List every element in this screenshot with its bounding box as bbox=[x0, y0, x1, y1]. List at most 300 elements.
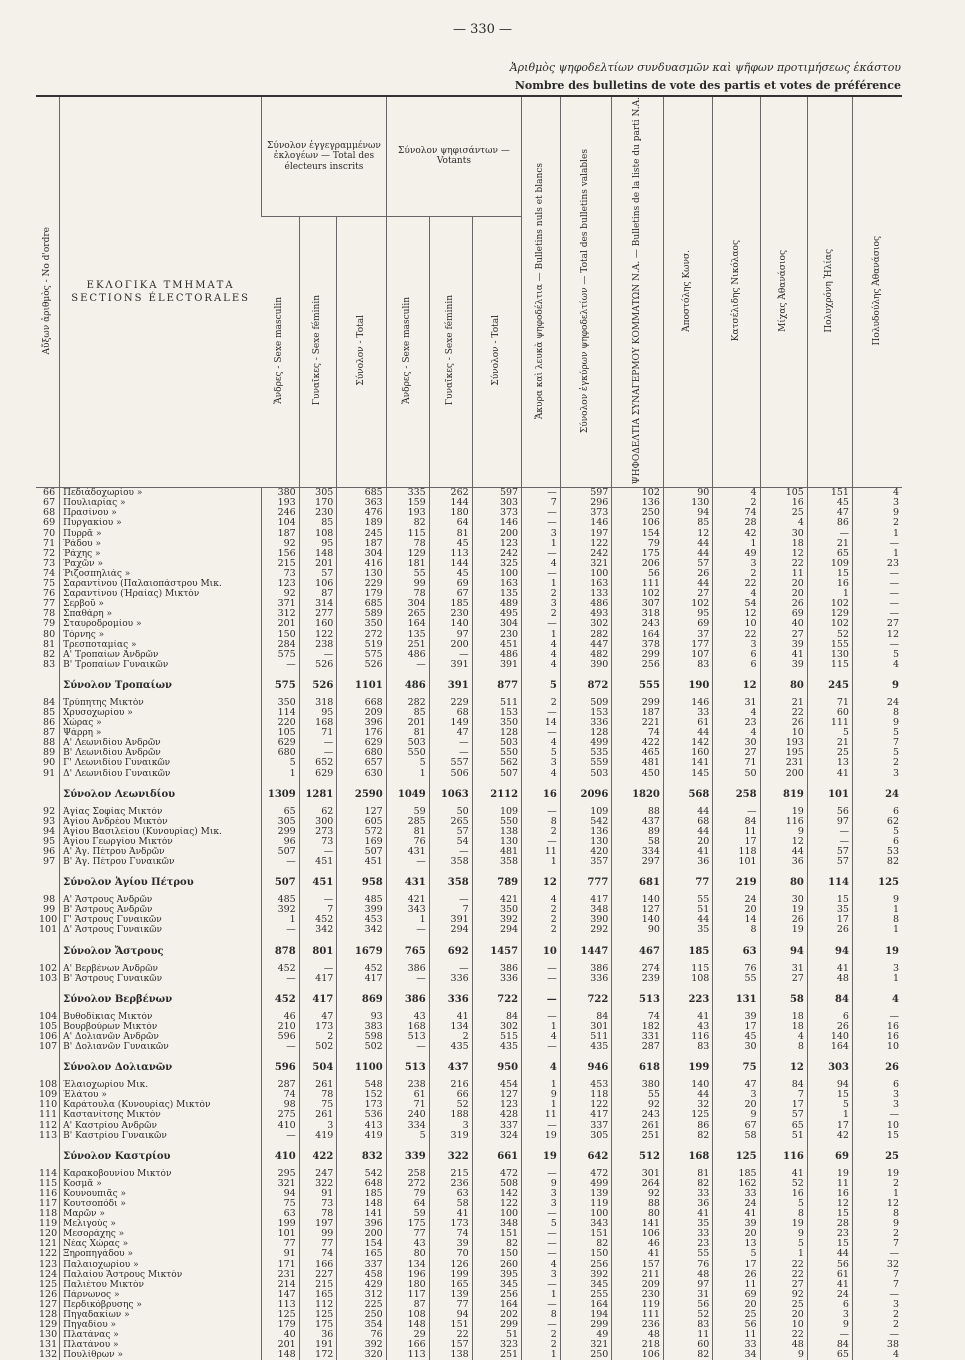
value-cell: — bbox=[522, 1012, 561, 1022]
value-cell: 422 bbox=[299, 1145, 337, 1169]
value-cell: 41 bbox=[807, 769, 852, 779]
value-cell: — bbox=[852, 589, 902, 599]
value-cell: 71 bbox=[807, 698, 852, 708]
value-cell: 416 bbox=[337, 559, 386, 569]
value-cell: 195 bbox=[760, 748, 807, 758]
value-cell: 507 bbox=[262, 871, 300, 895]
value-cell: 3 bbox=[852, 769, 902, 779]
value-cell: 200 bbox=[760, 769, 807, 779]
value-cell: 1 bbox=[522, 857, 561, 867]
value-cell: 2 bbox=[852, 1179, 902, 1189]
value-cell: — bbox=[522, 1249, 561, 1259]
value-cell: 173 bbox=[337, 1100, 386, 1110]
section-name: Γ' Ἄστρους Γυναικῶν bbox=[60, 915, 262, 925]
row-number: 131 bbox=[39, 1340, 58, 1351]
value-cell: 4 bbox=[522, 1260, 561, 1270]
value-cell: 417 bbox=[337, 974, 386, 984]
value-cell: 122 bbox=[560, 1100, 612, 1110]
row-number: 97 bbox=[43, 857, 56, 868]
value-cell: 342 bbox=[337, 925, 386, 935]
value-cell: 51 bbox=[472, 1330, 521, 1340]
value-cell: 81 bbox=[429, 529, 472, 539]
value-cell: 187 bbox=[337, 539, 386, 549]
value-cell: 12 bbox=[760, 837, 807, 847]
value-cell: 1 bbox=[852, 905, 902, 915]
section-name: Β' Ἄστρους Γυναικῶν bbox=[60, 974, 262, 984]
row-number: 67 bbox=[43, 498, 56, 509]
table-row bbox=[36, 640, 902, 650]
value-cell: 597 bbox=[560, 488, 612, 499]
value-cell: 163 bbox=[472, 579, 521, 589]
value-cell: 4 bbox=[522, 650, 561, 660]
value-cell: — bbox=[386, 660, 429, 670]
section-name: Βουρβούρων Μικτὸν bbox=[60, 1022, 262, 1032]
table-row bbox=[36, 895, 902, 905]
value-cell: 335 bbox=[386, 488, 429, 499]
section-name: Β' Καστρίου Γυναικῶν bbox=[60, 1131, 262, 1141]
value-cell: 138 bbox=[472, 827, 521, 837]
value-cell: 1100 bbox=[337, 1056, 386, 1080]
value-cell: 63 bbox=[713, 940, 760, 964]
value-cell: 76 bbox=[663, 1260, 712, 1270]
value-cell: 225 bbox=[337, 1300, 386, 1310]
value-cell: — bbox=[522, 1229, 561, 1239]
value-cell: 49 bbox=[560, 1330, 612, 1340]
value-cell: 486 bbox=[560, 599, 612, 609]
value-cell: 535 bbox=[560, 748, 612, 758]
value-cell: 502 bbox=[299, 1042, 337, 1052]
value-cell: 105 bbox=[262, 728, 300, 738]
value-cell: 35 bbox=[807, 905, 852, 915]
value-cell: 5 bbox=[852, 728, 902, 738]
value-cell: 568 bbox=[663, 783, 712, 807]
value-cell: — bbox=[262, 1042, 300, 1052]
value-cell: 193 bbox=[386, 508, 429, 518]
value-cell: 509 bbox=[560, 698, 612, 708]
value-cell: 157 bbox=[612, 1260, 664, 1270]
candidate-3-header: Μίχας Ἀθανάσιος bbox=[760, 96, 807, 488]
value-cell: 472 bbox=[560, 1169, 612, 1179]
value-cell: 44 bbox=[760, 847, 807, 857]
value-cell: 5 bbox=[852, 827, 902, 837]
value-cell: 240 bbox=[386, 1110, 429, 1120]
value-cell: — bbox=[522, 728, 561, 738]
value-cell: 304 bbox=[337, 549, 386, 559]
value-cell: 76 bbox=[713, 964, 760, 974]
value-cell: 300 bbox=[299, 817, 337, 827]
value-cell: 275 bbox=[262, 1110, 300, 1120]
value-cell: 265 bbox=[386, 609, 429, 619]
value-cell: 9 bbox=[852, 718, 902, 728]
value-cell: 20 bbox=[713, 1229, 760, 1239]
value-cell: 386 bbox=[386, 964, 429, 974]
value-cell: 25 bbox=[807, 748, 852, 758]
row-number: 110 bbox=[39, 1100, 58, 1111]
value-cell: 465 bbox=[612, 748, 664, 758]
value-cell: 12 bbox=[852, 1199, 902, 1209]
value-cell: 5 bbox=[852, 650, 902, 660]
value-cell: 44 bbox=[807, 1249, 852, 1259]
value-cell: 345 bbox=[560, 1280, 612, 1290]
value-cell: 2 bbox=[852, 1310, 902, 1320]
value-cell: 14 bbox=[522, 718, 561, 728]
value-cell: 156 bbox=[262, 549, 300, 559]
value-cell: 9 bbox=[852, 674, 902, 698]
value-cell: 51 bbox=[760, 1131, 807, 1141]
value-cell: 312 bbox=[337, 1290, 386, 1300]
value-cell: 138 bbox=[429, 1350, 472, 1360]
value-cell: 303 bbox=[807, 1056, 852, 1080]
section-name: Τρεσποταμίας » bbox=[60, 640, 262, 650]
value-cell: 458 bbox=[337, 1270, 386, 1280]
value-cell: 16 bbox=[760, 1189, 807, 1199]
value-cell: 108 bbox=[299, 529, 337, 539]
value-cell: — bbox=[522, 1300, 561, 1310]
row-number: 71 bbox=[43, 538, 56, 549]
value-cell: 22 bbox=[760, 559, 807, 569]
section-name: Α' Ἁγ. Πέτρου Ἀνδρῶν bbox=[60, 847, 262, 857]
table-row bbox=[36, 925, 902, 935]
value-cell: 17 bbox=[713, 837, 760, 847]
value-cell: 125 bbox=[852, 871, 902, 895]
value-cell: 536 bbox=[337, 1110, 386, 1120]
value-cell: 4 bbox=[760, 518, 807, 528]
value-cell: 115 bbox=[663, 964, 712, 974]
value-cell: — bbox=[807, 827, 852, 837]
party-header: ΨΗΦΟΔΕΛΤΙΑ ΣΥΝΑΓΕΡΜΟΥ ΚΟΜΜΑΤΩΝ Ν.Α. — Bulletins de la liste du parti N.A. bbox=[612, 96, 664, 488]
value-cell: 83 bbox=[663, 660, 712, 670]
value-cell: 12 bbox=[807, 1199, 852, 1209]
value-cell: 597 bbox=[472, 488, 521, 499]
value-cell: 13 bbox=[713, 1239, 760, 1249]
value-cell: 123 bbox=[472, 1100, 521, 1110]
row-number bbox=[36, 871, 60, 895]
value-cell: 111 bbox=[612, 579, 664, 589]
value-cell: 371 bbox=[262, 599, 300, 609]
value-cell: 511 bbox=[472, 698, 521, 708]
table-row bbox=[36, 1080, 902, 1090]
value-cell: — bbox=[522, 988, 561, 1012]
value-cell: 7 bbox=[299, 905, 337, 915]
value-cell: 476 bbox=[337, 508, 386, 518]
value-cell: 91 bbox=[262, 1249, 300, 1259]
value-cell: 321 bbox=[560, 559, 612, 569]
value-cell: 61 bbox=[663, 718, 712, 728]
value-cell: 322 bbox=[429, 1145, 472, 1169]
section-name: Σερβοῦ » bbox=[60, 599, 262, 609]
value-cell: 15 bbox=[807, 1209, 852, 1219]
value-cell: 57 bbox=[760, 1110, 807, 1120]
value-cell: 251 bbox=[612, 1131, 664, 1141]
value-cell: 67 bbox=[713, 1121, 760, 1131]
value-cell: 92 bbox=[262, 589, 300, 599]
row-number: 95 bbox=[43, 836, 56, 847]
section-name: Β' Ἄστρους Ἀνδρῶν bbox=[60, 905, 262, 915]
value-cell: 264 bbox=[612, 1179, 664, 1189]
value-cell: 44 bbox=[663, 579, 712, 589]
value-cell: 176 bbox=[337, 728, 386, 738]
value-cell: 166 bbox=[299, 1260, 337, 1270]
value-cell: 28 bbox=[713, 518, 760, 528]
value-cell: 151 bbox=[472, 1229, 521, 1239]
row-number: 99 bbox=[43, 905, 56, 916]
value-cell: 251 bbox=[386, 640, 429, 650]
section-name: Σύνολον Καστρίου bbox=[60, 1145, 262, 1169]
total-row bbox=[36, 1145, 902, 1169]
value-cell: 215 bbox=[429, 1169, 472, 1179]
value-cell: — bbox=[807, 837, 852, 847]
value-cell: 230 bbox=[429, 609, 472, 619]
value-cell: 20 bbox=[760, 579, 807, 589]
value-cell: 273 bbox=[299, 827, 337, 837]
value-cell: 548 bbox=[337, 1080, 386, 1090]
value-cell: 155 bbox=[807, 640, 852, 650]
value-cell: 231 bbox=[262, 1270, 300, 1280]
value-cell: 6 bbox=[713, 650, 760, 660]
row-number: 113 bbox=[39, 1130, 58, 1141]
value-cell: 277 bbox=[299, 609, 337, 619]
value-cell: 11 bbox=[663, 1330, 712, 1340]
value-cell: 101 bbox=[262, 1229, 300, 1239]
section-name: Πλατάνου » bbox=[60, 1340, 262, 1350]
value-cell: 154 bbox=[612, 529, 664, 539]
row-number: 88 bbox=[43, 738, 56, 749]
value-cell: 292 bbox=[560, 925, 612, 935]
value-cell: 77 bbox=[299, 1239, 337, 1249]
value-cell: 337 bbox=[560, 1121, 612, 1131]
table-row bbox=[36, 1042, 902, 1052]
value-cell: 562 bbox=[472, 758, 521, 768]
value-cell: 122 bbox=[299, 630, 337, 640]
section-name: Σπαθάρη » bbox=[60, 609, 262, 619]
section-name: Ἁγίου Γεωργίου Μικτὸν bbox=[60, 837, 262, 847]
section-name: Ἁγίας Σοφίας Μικτὸν bbox=[60, 807, 262, 817]
value-cell: 319 bbox=[429, 1131, 472, 1141]
value-cell: 55 bbox=[713, 974, 760, 984]
value-cell: — bbox=[429, 895, 472, 905]
value-cell: 84 bbox=[807, 1340, 852, 1350]
value-cell: 596 bbox=[262, 1056, 300, 1080]
value-cell: 219 bbox=[713, 871, 760, 895]
value-cell: 447 bbox=[560, 640, 612, 650]
section-name: Ψάρρη » bbox=[60, 728, 262, 738]
table-row bbox=[36, 1199, 902, 1209]
value-cell: 238 bbox=[299, 640, 337, 650]
value-cell: — bbox=[299, 964, 337, 974]
value-cell: 168 bbox=[299, 718, 337, 728]
value-cell: 302 bbox=[472, 1022, 521, 1032]
row-number: 89 bbox=[43, 748, 56, 759]
value-cell: 261 bbox=[612, 1121, 664, 1131]
value-cell: 82 bbox=[560, 1239, 612, 1249]
value-cell: 668 bbox=[337, 698, 386, 708]
value-cell: 383 bbox=[337, 1022, 386, 1032]
value-cell: — bbox=[522, 1042, 561, 1052]
section-name: Σύνολον Δολιανῶν bbox=[60, 1056, 262, 1080]
value-cell: 65 bbox=[760, 1121, 807, 1131]
value-cell: 78 bbox=[386, 539, 429, 549]
value-cell: 19 bbox=[807, 1169, 852, 1179]
row-number: 75 bbox=[43, 579, 56, 590]
value-cell: 151 bbox=[807, 488, 852, 499]
value-cell: 116 bbox=[760, 1145, 807, 1169]
table-row bbox=[36, 589, 902, 599]
value-cell: 209 bbox=[337, 708, 386, 718]
table-row bbox=[36, 569, 902, 579]
row-number: 100 bbox=[39, 915, 58, 926]
value-cell: 1101 bbox=[337, 674, 386, 698]
row-number: 84 bbox=[43, 697, 56, 708]
value-cell: 363 bbox=[337, 498, 386, 508]
row-number: 74 bbox=[43, 568, 56, 579]
value-cell: 642 bbox=[560, 1145, 612, 1169]
value-cell: 2096 bbox=[560, 783, 612, 807]
value-cell: 513 bbox=[386, 1032, 429, 1042]
value-cell: 630 bbox=[337, 769, 386, 779]
value-cell: 30 bbox=[760, 529, 807, 539]
value-cell: 20 bbox=[713, 1100, 760, 1110]
value-cell: 229 bbox=[429, 698, 472, 708]
value-cell: 299 bbox=[612, 650, 664, 660]
value-cell: 10 bbox=[713, 619, 760, 629]
value-cell: 165 bbox=[299, 1290, 337, 1300]
value-cell: 722 bbox=[472, 988, 521, 1012]
value-cell: 81 bbox=[386, 827, 429, 837]
value-cell: 342 bbox=[299, 925, 337, 935]
value-cell: 55 bbox=[612, 1090, 664, 1100]
table-row bbox=[36, 1012, 902, 1022]
value-cell: 20 bbox=[760, 589, 807, 599]
value-cell: 519 bbox=[337, 640, 386, 650]
value-cell: 118 bbox=[713, 847, 760, 857]
row-number: 119 bbox=[39, 1219, 58, 1230]
value-cell: 106 bbox=[612, 518, 664, 528]
value-cell: 334 bbox=[386, 1121, 429, 1131]
value-cell: 392 bbox=[560, 1270, 612, 1280]
value-cell: 5 bbox=[713, 1249, 760, 1259]
value-cell: 417 bbox=[560, 895, 612, 905]
table-row bbox=[36, 905, 902, 915]
value-cell: 1 bbox=[760, 1249, 807, 1259]
value-cell: 77 bbox=[429, 1300, 472, 1310]
value-cell: 139 bbox=[429, 1290, 472, 1300]
table-body bbox=[36, 488, 902, 1360]
value-cell: 251 bbox=[472, 1350, 521, 1360]
value-cell: 3 bbox=[852, 964, 902, 974]
value-cell: 58 bbox=[612, 837, 664, 847]
value-cell: 102 bbox=[807, 599, 852, 609]
value-cell: 499 bbox=[560, 738, 612, 748]
value-cell: 629 bbox=[299, 769, 337, 779]
value-cell: 65 bbox=[807, 549, 852, 559]
row-number: 85 bbox=[43, 707, 56, 718]
value-cell: 215 bbox=[262, 559, 300, 569]
value-cell: 151 bbox=[429, 1320, 472, 1330]
value-cell: 73 bbox=[299, 1199, 337, 1209]
value-cell: 175 bbox=[386, 1219, 429, 1229]
value-cell: 74 bbox=[612, 1012, 664, 1022]
value-cell: — bbox=[386, 1042, 429, 1052]
value-cell: 19 bbox=[760, 807, 807, 817]
value-cell: 193 bbox=[262, 498, 300, 508]
row-number: 115 bbox=[39, 1178, 58, 1189]
row-number: 94 bbox=[43, 826, 56, 837]
value-cell: 71 bbox=[713, 758, 760, 768]
table-row bbox=[36, 1229, 902, 1239]
value-cell: — bbox=[522, 508, 561, 518]
value-cell: — bbox=[852, 1249, 902, 1259]
value-cell: 27 bbox=[852, 619, 902, 629]
table-row bbox=[36, 837, 902, 847]
value-cell: 282 bbox=[386, 698, 429, 708]
row-number: 107 bbox=[39, 1042, 58, 1053]
value-cell: 104 bbox=[262, 518, 300, 528]
value-cell: 297 bbox=[612, 857, 664, 867]
value-cell: 255 bbox=[560, 1290, 612, 1300]
value-cell: — bbox=[262, 925, 300, 935]
value-cell: 140 bbox=[807, 1032, 852, 1042]
value-cell: 3 bbox=[852, 1090, 902, 1100]
value-cell: 140 bbox=[612, 915, 664, 925]
value-cell: 236 bbox=[612, 1320, 664, 1330]
value-cell: 54 bbox=[713, 599, 760, 609]
value-cell: 95 bbox=[299, 539, 337, 549]
table-row bbox=[36, 488, 902, 499]
row-number: 126 bbox=[39, 1289, 58, 1300]
value-cell: 13 bbox=[807, 758, 852, 768]
value-cell: 11 bbox=[522, 1110, 561, 1120]
value-cell: 5 bbox=[522, 674, 561, 698]
table-row bbox=[36, 758, 902, 768]
section-name: Σύνολον Λεωνιδίου bbox=[60, 783, 262, 807]
value-cell: — bbox=[807, 1330, 852, 1340]
value-cell: 165 bbox=[337, 1249, 386, 1259]
value-cell: 878 bbox=[262, 940, 300, 964]
value-cell: 1 bbox=[386, 769, 429, 779]
section-name: Ῥάδου » bbox=[60, 539, 262, 549]
row-number: 83 bbox=[43, 659, 56, 670]
value-cell: 98 bbox=[262, 1100, 300, 1110]
value-cell: 16 bbox=[852, 1032, 902, 1042]
value-cell: 48 bbox=[663, 1270, 712, 1280]
value-cell: 9 bbox=[807, 1320, 852, 1330]
value-cell: 4 bbox=[522, 738, 561, 748]
value-cell: — bbox=[852, 569, 902, 579]
value-cell: 8 bbox=[852, 915, 902, 925]
row-number: 130 bbox=[39, 1330, 58, 1341]
value-cell: 296 bbox=[560, 498, 612, 508]
value-cell: 2112 bbox=[472, 783, 521, 807]
value-cell: 437 bbox=[612, 817, 664, 827]
value-cell: 390 bbox=[560, 915, 612, 925]
value-cell: 305 bbox=[560, 1131, 612, 1141]
value-cell: 199 bbox=[429, 1270, 472, 1280]
value-cell: 41 bbox=[663, 847, 712, 857]
value-cell: — bbox=[522, 1209, 561, 1219]
value-cell: 380 bbox=[262, 488, 300, 499]
value-cell: 129 bbox=[386, 549, 429, 559]
section-name: Τρύπητης Μικτὸν bbox=[60, 698, 262, 708]
value-cell: 262 bbox=[429, 488, 472, 499]
value-cell: 31 bbox=[760, 964, 807, 974]
section-name: Πεδιάδοχωρίου » bbox=[60, 488, 262, 499]
table-row bbox=[36, 609, 902, 619]
value-cell: — bbox=[522, 569, 561, 579]
row-number: 80 bbox=[43, 629, 56, 640]
value-cell: 4 bbox=[522, 559, 561, 569]
table-row bbox=[36, 619, 902, 629]
value-cell: 19 bbox=[760, 905, 807, 915]
